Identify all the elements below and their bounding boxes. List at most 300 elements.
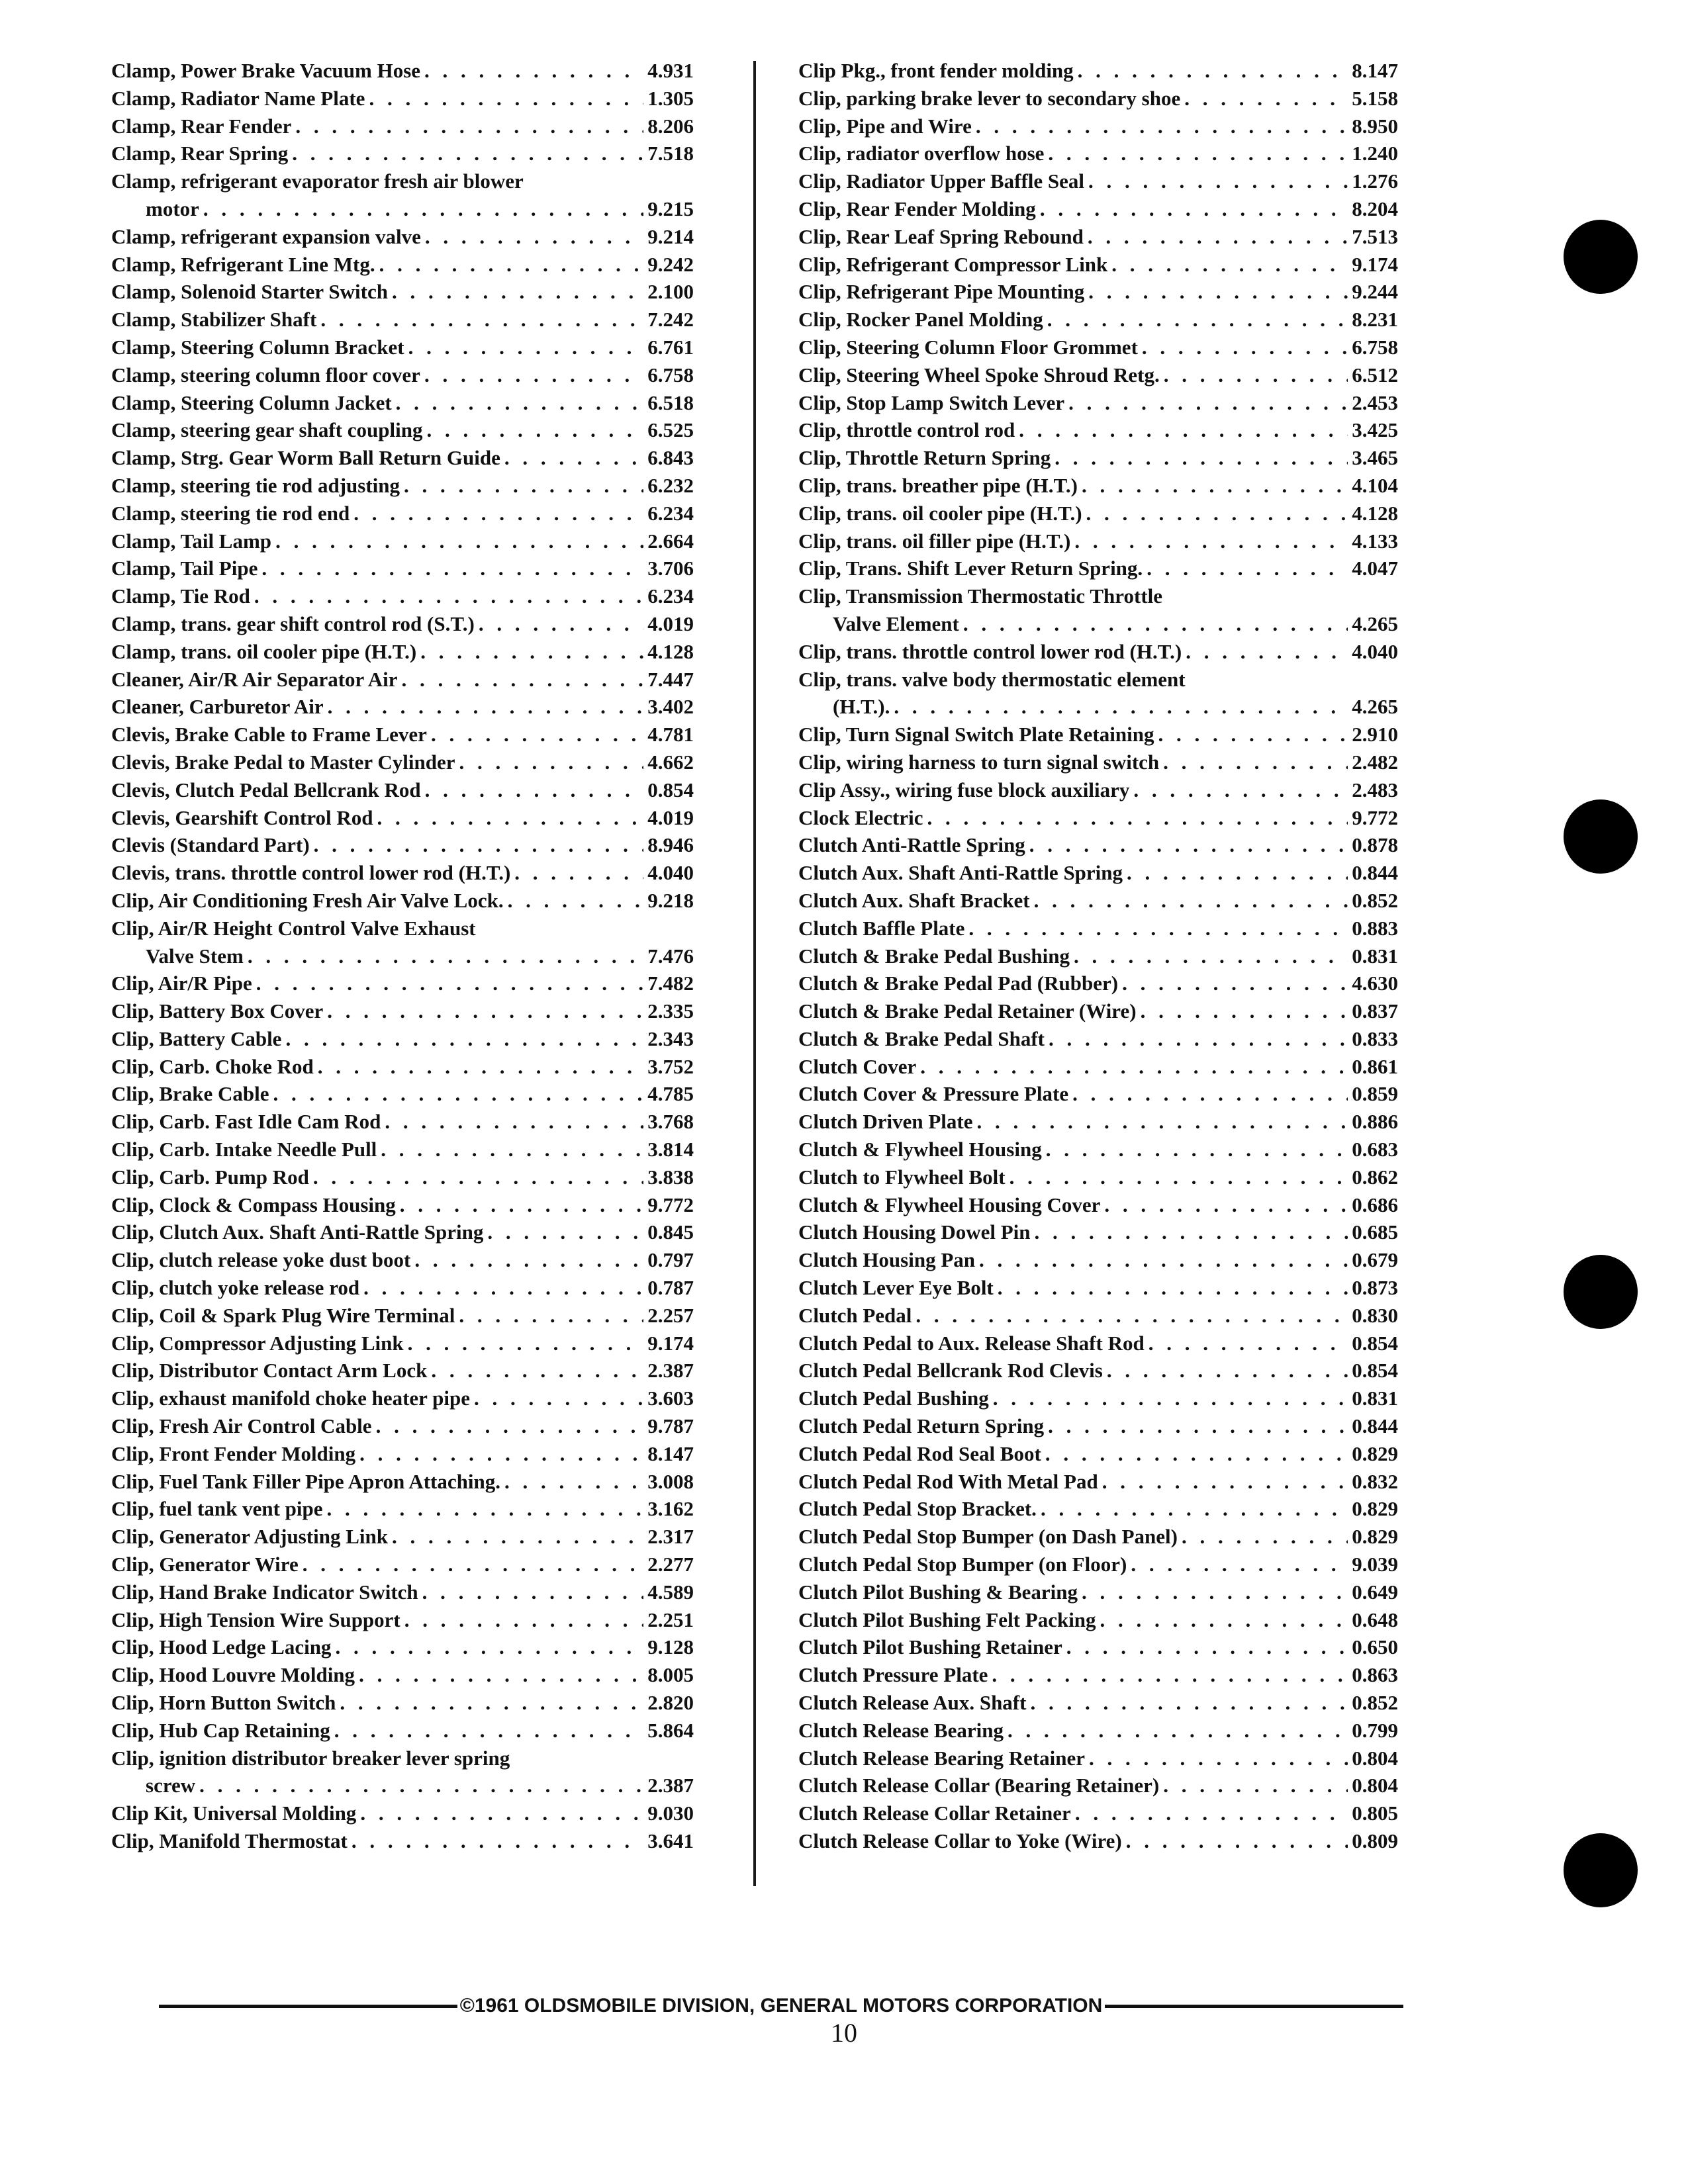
entry-name: Clamp, trans. oil cooler pipe (H.T.) [111,639,417,663]
leader-dots [504,1468,643,1496]
entry-page-ref: 4.019 [647,805,694,829]
leader-dots [295,113,643,140]
entry-name: Clip, Refrigerant Compressor Link [798,252,1108,276]
leader-dots [1066,1633,1348,1661]
leader-dots [479,610,643,638]
entry-page-ref: 6.758 [1352,335,1398,359]
entry-name: Clutch Aux. Shaft Anti-Rattle Spring [798,861,1123,885]
index-entry [798,57,1398,85]
leader-dots [1111,251,1348,279]
entry-page-ref: 4.040 [1352,639,1398,663]
leader-dots [340,1689,643,1717]
index-entry [798,1440,1398,1468]
entry-page-ref: 2.387 [647,1359,694,1383]
entry-name: Clutch & Brake Pedal Pad (Rubber) [798,972,1119,995]
index-entry [111,334,694,361]
leader-dots [1163,749,1348,776]
entry-page-ref: 0.686 [1352,1193,1398,1216]
entry-page-ref: 8.147 [647,1441,694,1465]
leader-dots [1100,1606,1348,1634]
leader-dots [334,1717,643,1745]
index-entry [798,804,1398,832]
entry-name: Clip, trans. oil cooler pipe (H.T.) [798,501,1082,525]
entry-page-ref: 0.679 [1352,1248,1398,1272]
entry-page-ref: 2.257 [647,1303,694,1327]
index-entry [798,1246,1398,1274]
index-entry [111,1191,694,1219]
entry-page-ref: 4.931 [647,59,694,82]
entry-page-ref: 9.128 [647,1635,694,1659]
index-entry [111,1661,694,1689]
leader-dots [1072,1080,1348,1108]
entry-name: Clutch & Brake Pedal Shaft [798,1026,1045,1050]
index-entry [798,1689,1398,1717]
entry-page-ref: 4.047 [1352,557,1398,580]
entry-page-ref: 3.402 [647,695,694,719]
entry-name: Clevis, Brake Cable to Frame Lever [111,723,427,747]
entry-page-ref: 2.483 [1352,778,1398,801]
entry-page-ref: 0.833 [1352,1026,1398,1050]
index-entry [798,666,1398,721]
entry-name: Clip, Distributor Contact Arm Lock [111,1359,428,1383]
entry-name: Clip, exhaust manifold choke heater pipe [111,1387,470,1410]
index-entry [111,1330,694,1357]
entry-page-ref: 2.482 [1352,750,1398,774]
leader-dots [360,1799,643,1827]
entry-page-ref: 3.603 [647,1387,694,1410]
entry-name: Clutch Pedal Stop Bumper (on Dash Panel) [798,1525,1178,1549]
leader-dots [1158,721,1348,749]
leader-dots [1082,1578,1348,1606]
entry-page-ref: 3.706 [647,557,694,580]
entry-name-continuation: Valve Stem [146,944,244,968]
leader-dots [487,1218,643,1246]
entry-page-ref: 2.387 [647,1774,694,1797]
entry-name: Clip, Throttle Return Spring [798,446,1051,470]
entry-page-ref: 7.242 [647,308,694,332]
entry-page-ref: 1.305 [647,86,694,110]
entry-name: Clip, Transmission Thermostatic Throttle [798,584,1163,608]
index-entry [111,1385,694,1412]
index-column-right [798,57,1398,1855]
entry-page-ref: 2.335 [647,999,694,1023]
leader-dots [1040,195,1348,223]
index-entry [111,444,694,472]
entry-page-ref: 7.476 [647,944,694,968]
entry-page-ref: 2.343 [647,1026,694,1050]
entry-name: Clip, Trans. Shift Lever Return Spring. [798,557,1143,580]
index-entry [798,1191,1398,1219]
entry-page-ref: 4.630 [1352,972,1398,995]
entry-name: Clip, Horn Button Switch [111,1691,336,1715]
index-entry [798,721,1398,749]
index-entry [798,1578,1398,1606]
leader-dots [353,500,643,527]
entry-name: Clip, Clock & Compass Housing [111,1193,396,1216]
index-entry [111,1689,694,1717]
entry-page-ref: 1.240 [1352,142,1398,165]
entry-name: Clip, wiring harness to turn signal switch [798,750,1160,774]
entry-name: Clip, radiator overflow hose [798,142,1045,165]
index-entry [798,915,1398,942]
entry-page-ref: 2.664 [647,529,694,553]
index-entry [798,1523,1398,1551]
leader-dots [1163,1772,1348,1799]
index-entry [111,997,694,1025]
entry-page-ref: 4.589 [647,1580,694,1604]
entry-page-ref: 8.005 [647,1663,694,1687]
index-entry [111,278,694,306]
index-entry [111,500,694,527]
entry-page-ref: 0.650 [1352,1635,1398,1659]
leader-dots [1126,1827,1348,1855]
index-entry [111,1357,694,1385]
entry-page-ref: 0.862 [1352,1165,1398,1189]
leader-dots [425,776,644,804]
entry-page-ref: 0.886 [1352,1110,1398,1134]
entry-name: Clip, trans. valve body thermostatic element [798,667,1186,691]
entry-page-ref: 1.276 [1352,169,1398,193]
entry-name: Clip, fuel tank vent pipe [111,1497,323,1521]
entry-page-ref: 8.950 [1352,114,1398,138]
leader-dots [1088,167,1348,195]
leader-dots [1049,1025,1348,1053]
index-entry [111,638,694,666]
entry-name: Clutch Release Aux. Shaft [798,1691,1027,1715]
leader-dots [425,223,643,251]
entry-page-ref: 0.845 [647,1220,694,1244]
entry-name: Clip, Stop Lamp Switch Lever [798,390,1065,414]
leader-dots [396,389,644,417]
entry-page-ref: 0.861 [1352,1054,1398,1078]
entry-page-ref: 6.758 [647,363,694,387]
index-entry [798,527,1398,555]
entry-page-ref: 4.128 [1352,501,1398,525]
index-entry [798,1218,1398,1246]
index-entry [111,389,694,417]
leader-dots [381,1136,643,1163]
entry-page-ref: 0.854 [1352,1359,1398,1383]
entry-name: Clamp, refrigerant expansion valve [111,224,421,248]
leader-dots [894,693,1348,721]
leader-dots [248,942,643,970]
entry-name: Clamp, Solenoid Starter Switch [111,280,388,304]
leader-dots [303,1551,644,1578]
index-entry [111,804,694,832]
index-entry [798,749,1398,776]
entry-name: Clip, throttle control rod [798,418,1015,442]
leader-dots [927,804,1348,832]
leader-dots [920,1053,1348,1081]
index-entry [798,113,1398,140]
leader-dots [320,306,643,334]
leader-dots [459,1302,643,1330]
entry-name: Clutch & Brake Pedal Retainer (Wire) [798,999,1137,1023]
entry-name: Clutch Pedal Bellcrank Rod Clevis [798,1359,1103,1383]
entry-page-ref: 0.797 [647,1248,694,1272]
leader-dots [968,915,1348,942]
index-entry [798,1661,1398,1689]
entry-name: Clamp, Rear Spring [111,142,289,165]
entry-page-ref: 0.854 [647,778,694,801]
index-entry [798,361,1398,389]
index-entry [111,831,694,859]
index-entry [111,223,694,251]
entry-name: Clip, Hood Louvre Molding [111,1663,355,1687]
entry-page-ref: 2.251 [647,1608,694,1631]
leader-dots [1147,555,1348,582]
index-entry [798,1633,1398,1661]
entry-name: Clutch Baffle Plate [798,916,965,940]
entry-name: Clutch Pedal Rod With Metal Pad [798,1469,1098,1493]
leader-dots [359,1440,643,1468]
index-entry [798,416,1398,444]
index-entry [798,1468,1398,1496]
index-entry [798,887,1398,915]
index-entry [798,1827,1398,1855]
index-entry [798,1357,1398,1385]
entry-name: Clamp, Steering Column Bracket [111,335,404,359]
index-entry [798,223,1398,251]
entry-name: Clutch & Flywheel Housing Cover [798,1193,1101,1216]
entry-page-ref: 0.799 [1352,1718,1398,1742]
entry-page-ref: 6.232 [647,473,694,497]
entry-name: Clevis, Clutch Pedal Bellcrank Rod [111,778,421,801]
copyright-notice: ©1961 OLDSMOBILE DIVISION, GENERAL MOTORS CORPORATION [459,1995,1103,2017]
footer-rule-right [1105,2005,1403,2008]
leader-dots [1008,1717,1348,1745]
index-entry [111,361,694,389]
leader-dots [976,1108,1348,1136]
leader-dots [424,361,643,389]
leader-dots [1046,1136,1348,1163]
index-entry [111,1053,694,1081]
index-entry [798,1745,1398,1772]
entry-page-ref: 0.809 [1352,1829,1398,1852]
entry-name: Clip, Radiator Upper Baffle Seal [798,169,1085,193]
entry-page-ref: 0.859 [1352,1082,1398,1106]
leader-dots [420,638,643,666]
entry-page-ref: 3.838 [647,1165,694,1189]
entry-name: Clutch Pedal Rod Seal Boot [798,1441,1041,1465]
entry-name: Cleaner, Carburetor Air [111,695,324,719]
entry-page-ref: 7.513 [1352,224,1398,248]
entry-name: Clip Assy., wiring fuse block auxiliary [798,778,1130,801]
leader-dots [1102,1468,1348,1496]
leader-dots [352,1827,643,1855]
entry-name: Clutch Release Collar (Bearing Retainer) [798,1774,1160,1797]
leader-dots [1019,416,1348,444]
entry-name: Clip, Battery Cable [111,1026,282,1050]
leader-dots [504,444,643,472]
leader-dots [359,1661,643,1689]
entry-name: Clip, Hub Cap Retaining [111,1718,330,1742]
leader-dots [1045,1440,1348,1468]
index-entry [111,1108,694,1136]
entry-name: Clip, Carb. Intake Needle Pull [111,1138,377,1161]
entry-name: Clutch Pressure Plate [798,1663,988,1687]
index-column-left [111,57,694,1855]
entry-page-ref: 6.512 [1352,363,1398,387]
entry-name: Clip, High Tension Wire Support [111,1608,400,1631]
entry-name: Clip, Fuel Tank Filler Pipe Apron Attaching. [111,1469,500,1493]
index-entry [111,1633,694,1661]
entry-name: Clutch Pedal Stop Bumper (on Floor) [798,1553,1127,1576]
leader-dots [1184,85,1348,113]
leader-dots [292,140,643,167]
leader-dots [1074,527,1348,555]
entry-page-ref: 9.215 [647,197,694,220]
entry-page-ref: 3.768 [647,1110,694,1134]
entry-page-ref: 2.317 [647,1525,694,1549]
entry-name: Clamp, trans. gear shift control rod (S.T.) [111,612,475,635]
leader-dots [199,1772,643,1799]
leader-dots [1086,500,1348,527]
leader-dots [1141,997,1348,1025]
leader-dots [392,1523,643,1551]
index-entry [798,444,1398,472]
index-entry [798,389,1398,417]
leader-dots [1078,57,1348,85]
entry-name: Clutch Anti-Rattle Spring [798,833,1025,857]
index-entry [798,195,1398,223]
leader-dots [1142,334,1348,361]
leader-dots [328,693,644,721]
leader-dots [1047,306,1348,334]
entry-page-ref: 0.685 [1352,1220,1398,1244]
entry-name: Clip Pkg., front fender molding [798,59,1074,82]
leader-dots [508,887,644,915]
entry-name: Clutch Housing Pan [798,1248,976,1272]
leader-dots [424,57,643,85]
index-entry [111,915,694,970]
index-entry [111,140,694,167]
entry-name: Clutch Cover & Pressure Plate [798,1082,1069,1106]
leader-dots [993,1385,1348,1412]
index-entry [111,1440,694,1468]
index-entry [798,1163,1398,1191]
entry-name: Clamp, Tie Rod [111,584,250,608]
index-entry [111,610,694,638]
index-entry [111,85,694,113]
leader-dots [1088,278,1348,306]
index-entry [798,1330,1398,1357]
entry-name: Clutch to Flywheel Bolt [798,1165,1006,1189]
entry-name: Clip, Hand Brake Indicator Switch [111,1580,418,1604]
entry-name: Clip, Steering Column Floor Grommet [798,335,1138,359]
index-entry [798,859,1398,887]
entry-name: Clip, Front Fender Molding [111,1441,356,1465]
leader-dots [385,1108,643,1136]
entry-name: Clip, trans. breather pipe (H.T.) [798,473,1078,497]
leader-dots [1068,389,1348,417]
leader-dots [992,1661,1348,1689]
index-entry [798,1053,1398,1081]
index-entry [798,1274,1398,1302]
leader-dots [261,555,643,582]
leader-dots [1122,970,1348,997]
entry-page-ref: 0.805 [1352,1801,1398,1825]
binder-hole [1564,1833,1638,1907]
leader-dots [363,1274,643,1302]
leader-dots [979,1246,1348,1274]
entry-name: Clevis (Standard Part) [111,833,310,857]
leader-dots [1164,361,1348,389]
entry-page-ref: 9.242 [647,252,694,276]
leader-dots [376,1412,644,1440]
leader-dots [377,804,644,832]
index-entry [798,1136,1398,1163]
leader-dots [431,1357,643,1385]
entry-page-ref: 6.525 [647,418,694,442]
entry-page-ref: 3.162 [647,1497,694,1521]
index-entry [798,582,1398,638]
entry-page-ref: 0.804 [1352,1746,1398,1770]
entry-page-ref: 3.641 [647,1829,694,1852]
index-entry [111,1495,694,1523]
leader-dots [1055,444,1348,472]
index-entry [111,1799,694,1827]
entry-name: Clip, Carb. Choke Rod [111,1054,314,1078]
leader-dots [1034,887,1348,915]
entry-name: Clip, Brake Cable [111,1082,269,1106]
index-entry [111,666,694,694]
entry-name: Clip, Air Conditioning Fresh Air Valve Lock. [111,888,504,912]
entry-name: Clutch Pedal Stop Bracket. [798,1497,1037,1521]
leader-dots [275,527,643,555]
entry-name: Clip, trans. throttle control lower rod (H.T.) [798,639,1182,663]
leader-dots [203,195,643,223]
entry-name: Clamp, Radiator Name Plate [111,86,365,110]
entry-name-continuation: (H.T.). [833,695,890,719]
index-entry [798,1080,1398,1108]
leader-dots [335,1633,643,1661]
entry-page-ref: 3.008 [647,1469,694,1493]
leader-dots [963,610,1348,638]
index-entry [111,1745,694,1800]
entry-page-ref: 9.214 [647,224,694,248]
index-entry [111,57,694,85]
index-entry [798,1495,1398,1523]
entry-page-ref: 5.864 [647,1718,694,1742]
entry-name: Clamp, Power Brake Vacuum Hose [111,59,421,82]
entry-page-ref: 0.844 [1352,1414,1398,1438]
entry-name: Clutch Pedal Bushing [798,1387,989,1410]
entry-name: Clevis, Brake Pedal to Master Cylinder [111,750,455,774]
entry-page-ref: 2.820 [647,1691,694,1715]
entry-name: Clip, Pipe and Wire [798,114,972,138]
index-entry [111,1246,694,1274]
index-entry [111,1025,694,1053]
index-entry [798,1606,1398,1634]
index-entry [798,1799,1398,1827]
leader-dots [1089,1745,1348,1772]
entry-page-ref: 9.218 [647,888,694,912]
entry-name: Clamp, steering column floor cover [111,363,420,387]
leader-dots [1082,472,1348,500]
leader-dots [976,113,1348,140]
entry-page-ref: 4.785 [647,1082,694,1106]
leader-dots [431,721,643,749]
entry-name-continuation: Valve Element [833,612,959,635]
leader-dots [426,416,643,444]
entry-page-ref: 0.873 [1352,1276,1398,1300]
index-entry [111,970,694,997]
entry-page-ref: 2.100 [647,280,694,304]
leader-dots [392,278,643,306]
entry-name: Clutch & Brake Pedal Bushing [798,944,1070,968]
entry-page-ref: 0.831 [1352,944,1398,968]
